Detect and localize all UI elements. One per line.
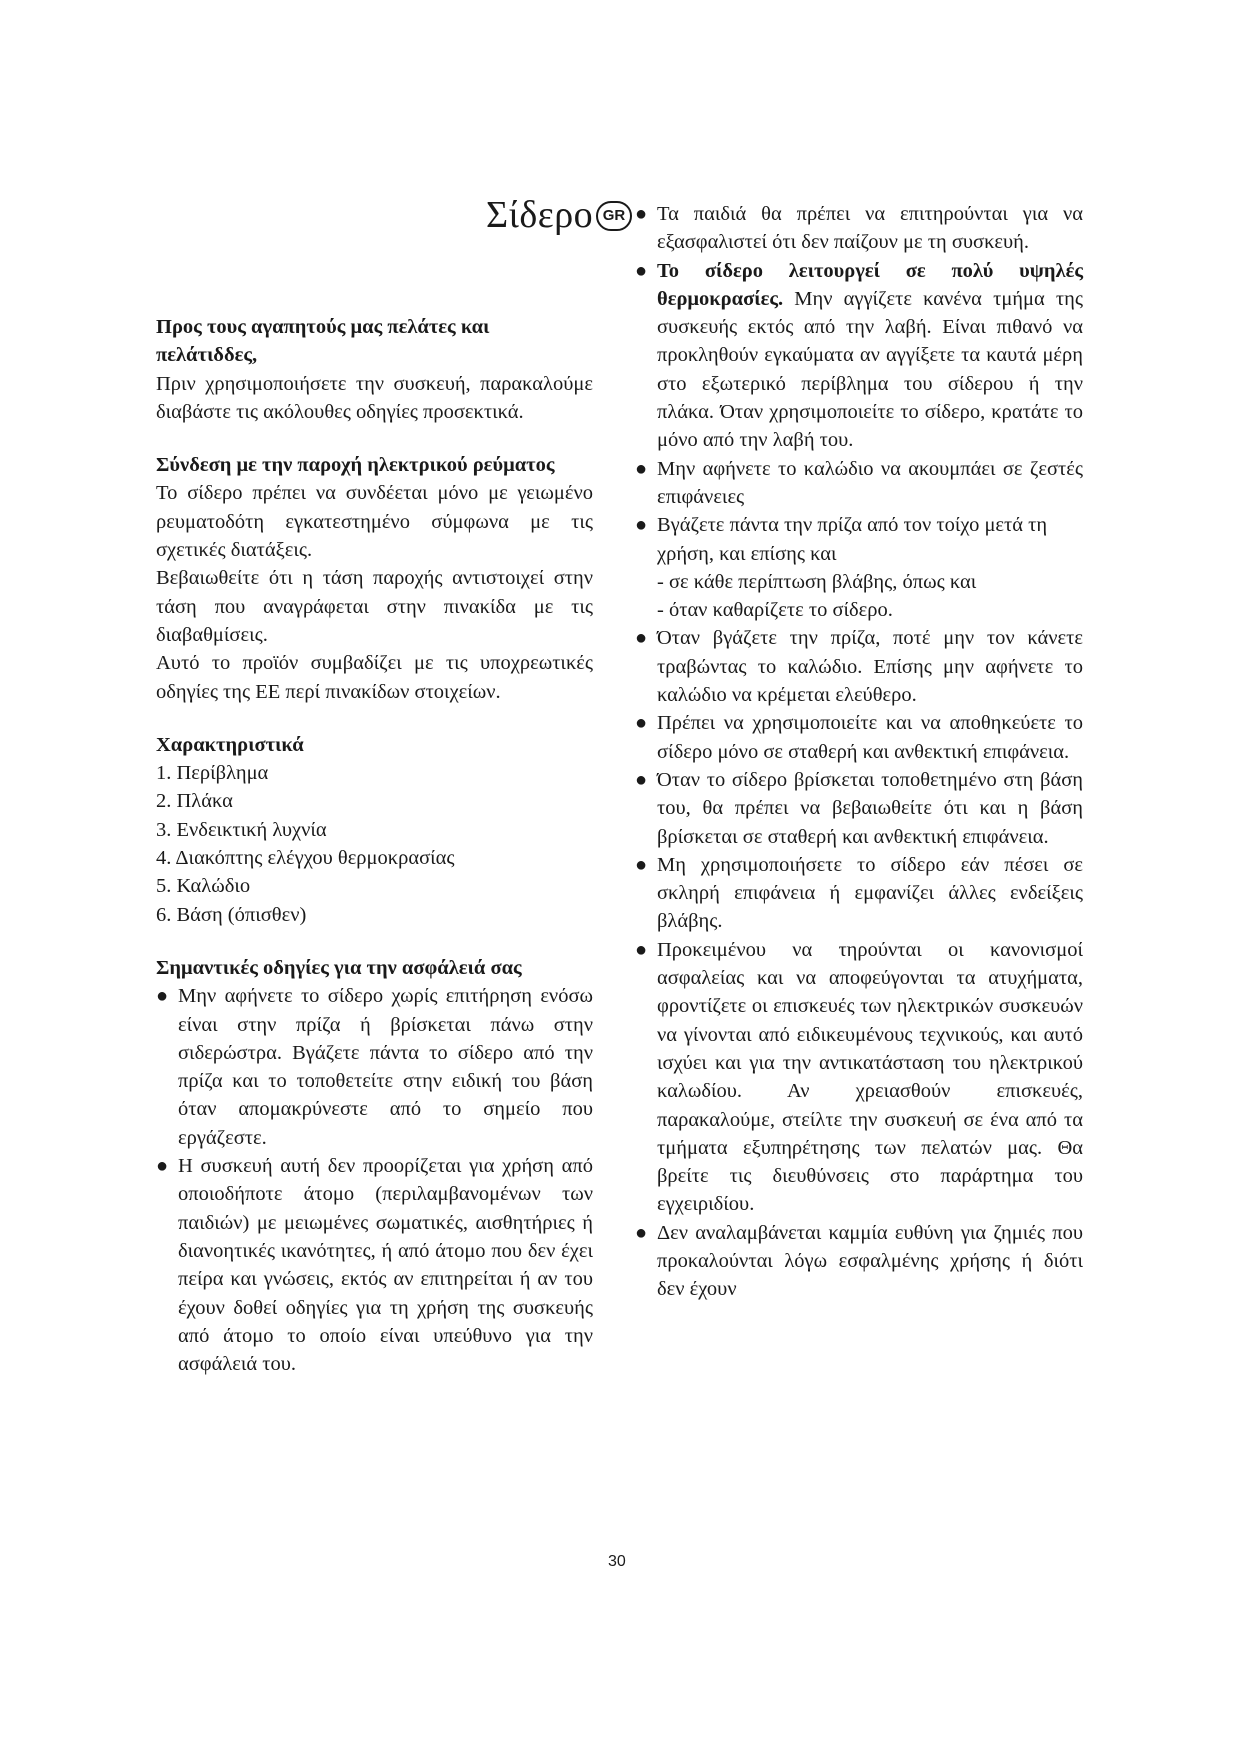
- power-heading: Σύνδεση με την παροχή ηλεκτρικού ρεύματος: [156, 454, 555, 477]
- bullet-icon: ●: [635, 768, 648, 791]
- greeting-text: Πριν χρησιμοποιήσετε την συσκευή, παρακαλούμε διαβάστε τις ακόλουθες οδηγίες προσεκτικά.: [156, 372, 593, 423]
- feature-item: 6. Βάση (όπισθεν): [156, 903, 307, 926]
- page-number: 30: [608, 1553, 626, 1570]
- safety-item-text: Η συσκευή αυτή δεν προορίζεται για χρήση από οποιοδήποτε άτομο (περιλαμβανομένων των παιδιών) με μειωμένες σωματικές, αισθητήριες ή διανοητικές ικανότητες, ή από άτομο που δεν έχει πείρα και γνώσεις, εκτός αν επιτηρείται ή αν του έχουν δοθεί οδηγίες για τη χρήση της συσκευής από άτομο το οποίο είναι υπεύθυνο για την ασφάλειά του.: [178, 1155, 593, 1376]
- feature-item: 1. Περίβλημα: [156, 762, 269, 785]
- safety-item-text: Μην αφήνετε το καλώδιο να ακουμπάει σε ζεστές επιφάνειες: [657, 457, 1083, 508]
- bullet-icon: ●: [635, 712, 648, 735]
- safety-item: [635, 851, 1083, 936]
- bullet-icon: ●: [635, 259, 648, 282]
- bullet-icon: ●: [635, 457, 648, 480]
- left-column: [156, 313, 593, 1378]
- safety-item-text: Όταν βγάζετε την πρίζα, ποτέ μην τον κάνετε τραβώντας το καλώδιο. Επίσης μην αφήνετε το καλώδιο να κρέμεται ελεύθερο.: [657, 627, 1083, 707]
- safety-item-text: Μην αφήνετε το σίδερο χωρίς επιτήρηση ενόσω είναι στην πρίζα ή βρίσκεται πάνω στην σιδερώστρα. Βγάζετε πάντα το σίδερο από την πρίζα και το τοποθετείτε στην ειδική του βάση όταν απομακρύνεστε από το σημείο που εργάζεστε.: [178, 985, 593, 1149]
- safety-heading: Σημαντικές οδηγίες για την ασφάλειά σας: [156, 956, 522, 979]
- power-paragraph: Το σίδερο πρέπει να συνδέεται μόνο με γειωμένο ρευματοδότη εγκατεστημένο σύμφωνα με τις σχετικές διατάξεις.: [156, 482, 593, 562]
- feature-item: 4. Διακόπτης ελέγχου θερμοκρασίας: [156, 847, 455, 870]
- safety-item: [635, 200, 1083, 257]
- bullet-icon: ●: [635, 938, 648, 961]
- bullet-icon: ●: [635, 1221, 648, 1244]
- feature-item: 5. Καλώδιο: [156, 875, 251, 898]
- safety-item: [635, 455, 1083, 512]
- safety-item-text: Προκειμένου να τηρούνται οι κανονισμοί ασφαλείας και να αποφεύγονται τα ατυχήματα, φροντίζετε οι επισκευές των ηλεκτρικών συσκευών να γίνονται από ειδικευμένους τεχνικούς, και αυτό ισχύει και για την αντικατάσταση του ηλεκτρικού καλωδίου. Αν χρειασθούν επισκευές, παρακαλούμε, στείλτε την συσκευή σε ένα από τα τμήματα εξυπηρέτησης των πελατών μας. Θα βρείτε τις διευθύνσεις στο παράρτημα του εγχειριδίου.: [657, 938, 1083, 1216]
- safety-item: [635, 766, 1083, 851]
- safety-item-text: Όταν το σίδερο βρίσκεται τοποθετημένο στη βάση του, θα πρέπει να βεβαιωθείτε ότι και η βάση βρίσκεται σε σταθερή και ανθεκτική επιφάνεια.: [657, 768, 1083, 848]
- right-column: [635, 200, 1083, 1304]
- power-paragraph: Βεβαιωθείτε ότι η τάση παροχής αντιστοιχεί στην τάση που αναγράφεται στην πινακίδα με τις διαβαθμίσεις.: [156, 567, 593, 646]
- language-badge: GR: [596, 201, 632, 231]
- bullet-icon: ●: [635, 203, 648, 225]
- safety-item-text: Βγάζετε πάντα την πρίζα από τον τοίχο μετά τη χρήση, και επίσης και: [657, 514, 1048, 565]
- safety-item: [635, 1219, 1083, 1304]
- bullet-icon: ●: [156, 1155, 169, 1178]
- safety-item: [635, 624, 1083, 709]
- safety-item-text: Δεν αναλαμβάνεται καμμία ευθύνη για ζημιές που προκαλούνται λόγω εσφαλμένης χρήσης ή διότι δεν έχουν: [657, 1221, 1083, 1301]
- safety-item: [635, 257, 1083, 455]
- bullet-icon: ●: [635, 514, 648, 537]
- bullet-icon: ●: [635, 853, 648, 876]
- safety-item: [635, 511, 1083, 624]
- power-paragraph: Αυτό το προϊόν συμβαδίζει με τις υποχρεωτικές οδηγίες της ΕΕ περί πινακίδων στοιχείων.: [156, 652, 593, 703]
- feature-item: 2. Πλάκα: [156, 790, 233, 813]
- safety-item-text: Πρέπει να χρησιμοποιείτε και να αποθηκεύετε το σίδερο μόνο σε σταθερή και ανθεκτική επιφάνεια.: [657, 712, 1083, 763]
- features-heading: Χαρακτηριστικά: [156, 733, 304, 756]
- feature-item: 3. Ενδεικτική λυχνία: [156, 818, 327, 841]
- bullet-icon: ●: [635, 627, 648, 650]
- safety-sub-item: - όταν καθαρίζετε το σίδερο.: [657, 599, 893, 622]
- safety-item-text: Μη χρησιμοποιήσετε το σίδερο εάν πέσει σε σκληρή επιφάνεια ή εμφανίζει άλλες ενδείξεις βλάβης.: [657, 853, 1083, 933]
- bullet-icon: ●: [156, 985, 169, 1008]
- greeting-heading: Προς τους αγαπητούς μας πελάτες και πελάτιδδες,: [156, 316, 490, 367]
- safety-item-text: Τα παιδιά θα πρέπει να επιτηρούνται για να εξασφαλιστεί ότι δεν παίζουν με τη συσκευή.: [657, 203, 1083, 254]
- safety-item-text: Μην αγγίζετε κανένα τμήμα της συσκευής εκτός από την λαβή. Είναι πιθανό να προκληθούν εγκαύματα αν αγγίξετε τα καυτά μέρη στο εξωτερικό περίβλημα του σίδερου ή την πλάκα. Όταν χρησιμοποιείτε το σίδερο, κρατάτε το μόνο από την λαβή του.: [657, 287, 1083, 452]
- features-list: [156, 759, 593, 929]
- page-title: Σίδερο: [486, 194, 594, 236]
- safety-item-bold: Το σίδερο λειτουργεί σε πολύ υψηλές θερμοκρασίες.: [657, 259, 1083, 310]
- safety-item: [156, 1152, 593, 1378]
- safety-item: [156, 982, 593, 1152]
- safety-item: [635, 936, 1083, 1219]
- safety-sub-item: - σε κάθε περίπτωση βλάβης, όπως και: [657, 570, 977, 593]
- safety-item: [635, 709, 1083, 766]
